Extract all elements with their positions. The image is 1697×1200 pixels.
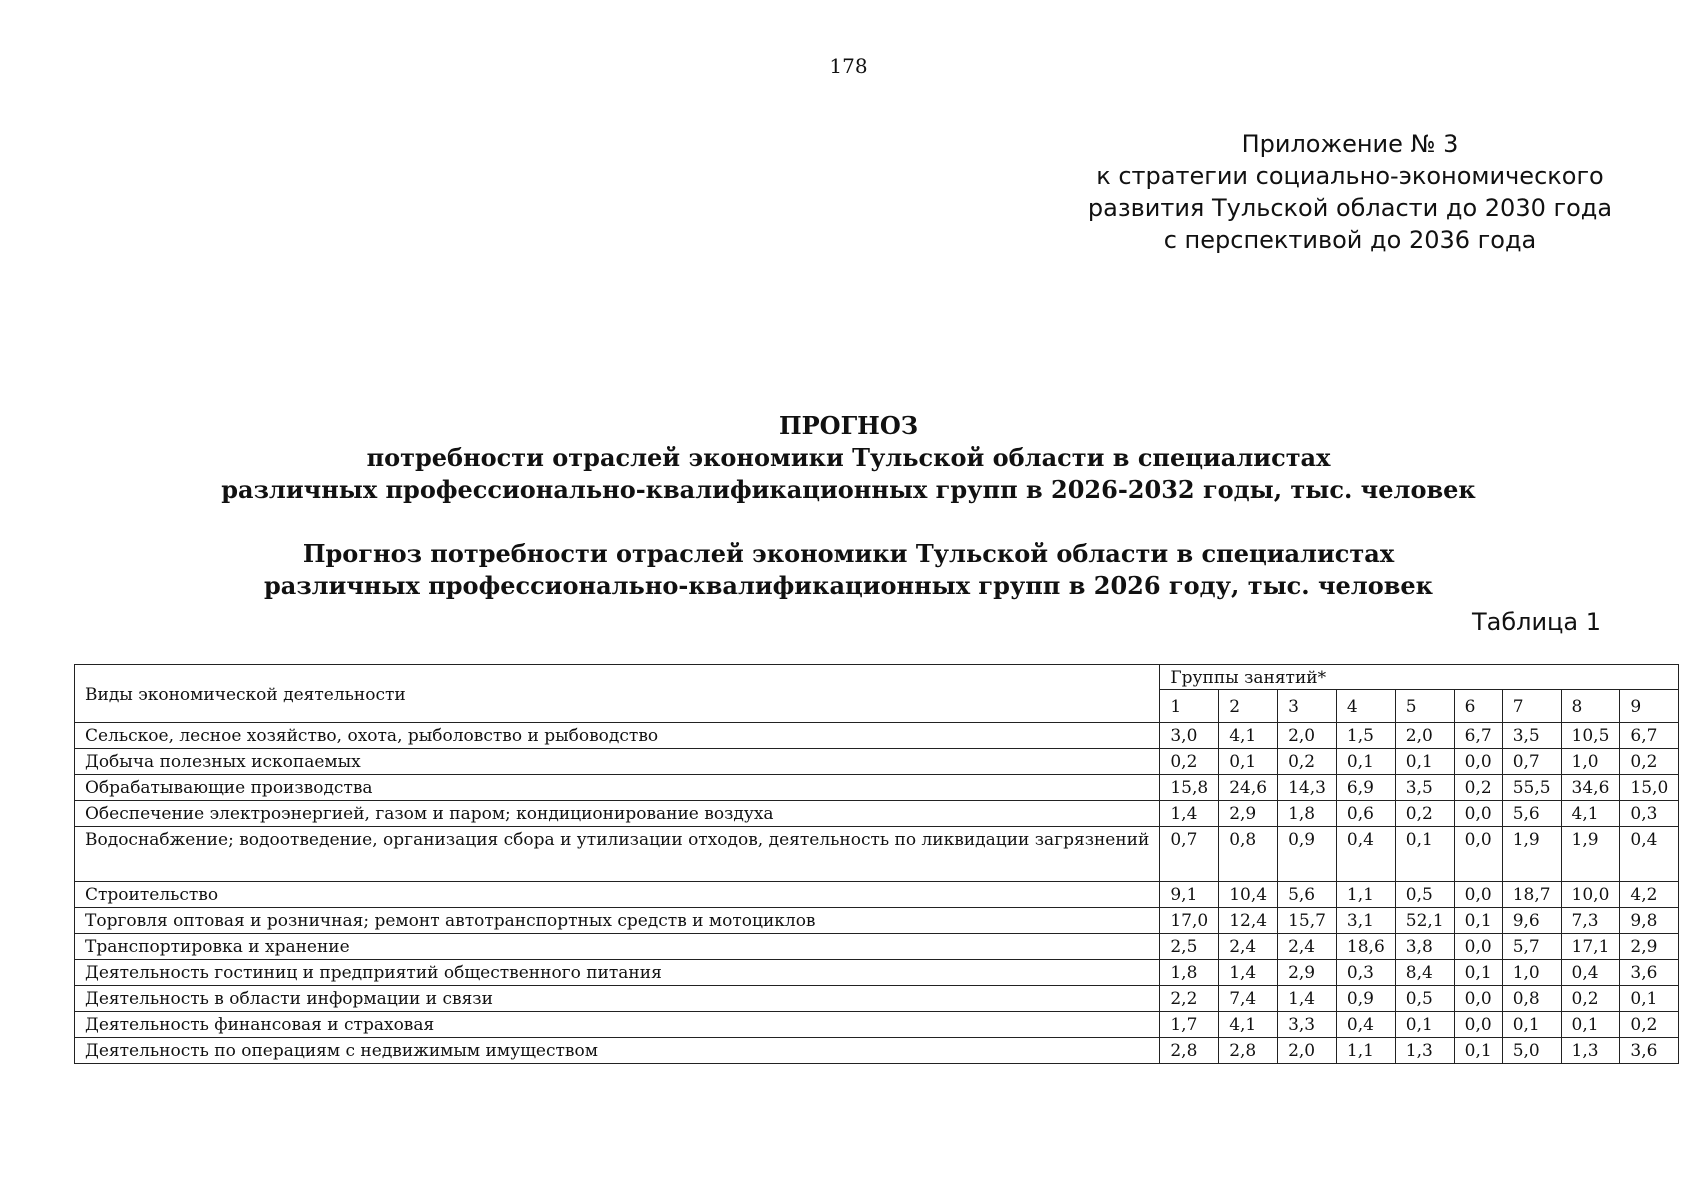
value-cell: 0,1 xyxy=(1454,908,1502,934)
value-cell: 52,1 xyxy=(1395,908,1454,934)
table-row xyxy=(75,723,1679,749)
value-cell: 1,4 xyxy=(1160,801,1219,827)
group-number-header: 3 xyxy=(1278,690,1337,723)
value-cell: 0,2 xyxy=(1620,749,1679,775)
appendix-line: развития Тульской области до 2030 года xyxy=(1087,194,1613,222)
value-cell: 2,2 xyxy=(1160,986,1219,1012)
appendix-note xyxy=(1040,128,1660,256)
value-cell: 0,0 xyxy=(1454,827,1502,882)
table-row xyxy=(75,1012,1679,1038)
value-cell: 0,3 xyxy=(1620,801,1679,827)
value-cell: 0,1 xyxy=(1395,749,1454,775)
table-row xyxy=(75,960,1679,986)
activity-cell: Обеспечение электроэнергией, газом и паром; кондиционирование воздуха xyxy=(75,801,1160,827)
value-cell: 2,0 xyxy=(1395,723,1454,749)
group-number-header: 7 xyxy=(1502,690,1561,723)
value-cell: 3,0 xyxy=(1160,723,1219,749)
value-cell: 0,4 xyxy=(1336,1012,1395,1038)
value-cell: 0,9 xyxy=(1278,827,1337,882)
value-cell: 8,4 xyxy=(1395,960,1454,986)
value-cell: 3,1 xyxy=(1336,908,1395,934)
activity-cell: Торговля оптовая и розничная; ремонт автотранспортных средств и мотоциклов xyxy=(75,908,1160,934)
heading-line: различных профессионально-квалификационных групп в 2026-2032 годы, тыс. человек xyxy=(221,475,1476,504)
value-cell: 0,1 xyxy=(1454,1038,1502,1064)
value-cell: 0,1 xyxy=(1454,960,1502,986)
forecast-table xyxy=(74,664,1679,1064)
table-heading xyxy=(0,538,1697,602)
value-cell: 10,5 xyxy=(1561,723,1620,749)
document-heading xyxy=(0,410,1697,506)
value-cell: 0,1 xyxy=(1395,827,1454,882)
value-cell: 0,2 xyxy=(1160,749,1219,775)
value-cell: 1,8 xyxy=(1160,960,1219,986)
group-number-header: 6 xyxy=(1454,690,1502,723)
value-cell: 5,6 xyxy=(1278,882,1337,908)
value-cell: 4,2 xyxy=(1620,882,1679,908)
activity-cell: Деятельность по операциям с недвижимым имуществом xyxy=(75,1038,1160,1064)
value-cell: 5,6 xyxy=(1502,801,1561,827)
value-cell: 1,9 xyxy=(1561,827,1620,882)
value-cell: 0,6 xyxy=(1336,801,1395,827)
value-cell: 7,4 xyxy=(1219,986,1278,1012)
value-cell: 6,9 xyxy=(1336,775,1395,801)
value-cell: 5,7 xyxy=(1502,934,1561,960)
activity-cell: Деятельность гостиниц и предприятий общественного питания xyxy=(75,960,1160,986)
value-cell: 18,6 xyxy=(1336,934,1395,960)
value-cell: 0,8 xyxy=(1502,986,1561,1012)
value-cell: 0,0 xyxy=(1454,1012,1502,1038)
value-cell: 2,4 xyxy=(1278,934,1337,960)
groups-column-header: Группы занятий* xyxy=(1160,665,1679,690)
activity-cell: Транспортировка и хранение xyxy=(75,934,1160,960)
value-cell: 0,0 xyxy=(1454,749,1502,775)
value-cell: 9,1 xyxy=(1160,882,1219,908)
page-number: 178 xyxy=(829,54,868,78)
value-cell: 0,7 xyxy=(1160,827,1219,882)
activity-cell: Водоснабжение; водоотведение, организация сбора и утилизации отходов, деятельность по ликвидации загрязнений xyxy=(75,827,1160,882)
value-cell: 1,5 xyxy=(1336,723,1395,749)
value-cell: 15,7 xyxy=(1278,908,1337,934)
group-number-header: 1 xyxy=(1160,690,1219,723)
activity-cell: Деятельность в области информации и связи xyxy=(75,986,1160,1012)
value-cell: 4,1 xyxy=(1219,1012,1278,1038)
value-cell: 0,1 xyxy=(1336,749,1395,775)
value-cell: 2,9 xyxy=(1278,960,1337,986)
value-cell: 0,2 xyxy=(1278,749,1337,775)
value-cell: 3,6 xyxy=(1620,1038,1679,1064)
activity-cell: Деятельность финансовая и страховая xyxy=(75,1012,1160,1038)
value-cell: 0,0 xyxy=(1454,882,1502,908)
table-row xyxy=(75,908,1679,934)
value-cell: 0,1 xyxy=(1561,1012,1620,1038)
value-cell: 2,8 xyxy=(1160,1038,1219,1064)
value-cell: 0,4 xyxy=(1336,827,1395,882)
table-row xyxy=(75,801,1679,827)
value-cell: 2,9 xyxy=(1620,934,1679,960)
value-cell: 0,0 xyxy=(1454,986,1502,1012)
value-cell: 0,3 xyxy=(1336,960,1395,986)
table-row xyxy=(75,749,1679,775)
value-cell: 0,7 xyxy=(1502,749,1561,775)
value-cell: 0,9 xyxy=(1336,986,1395,1012)
value-cell: 10,4 xyxy=(1219,882,1278,908)
value-cell: 0,5 xyxy=(1395,882,1454,908)
value-cell: 0,2 xyxy=(1561,986,1620,1012)
value-cell: 17,1 xyxy=(1561,934,1620,960)
value-cell: 14,3 xyxy=(1278,775,1337,801)
table-heading-line: Прогноз потребности отраслей экономики Тульской области в специалистах xyxy=(302,539,1395,568)
value-cell: 1,4 xyxy=(1219,960,1278,986)
value-cell: 15,8 xyxy=(1160,775,1219,801)
value-cell: 0,4 xyxy=(1561,960,1620,986)
value-cell: 0,1 xyxy=(1395,1012,1454,1038)
value-cell: 18,7 xyxy=(1502,882,1561,908)
value-cell: 9,8 xyxy=(1620,908,1679,934)
activity-cell: Добыча полезных ископаемых xyxy=(75,749,1160,775)
value-cell: 7,3 xyxy=(1561,908,1620,934)
value-cell: 6,7 xyxy=(1454,723,1502,749)
value-cell: 12,4 xyxy=(1219,908,1278,934)
table-row xyxy=(75,934,1679,960)
value-cell: 1,1 xyxy=(1336,1038,1395,1064)
value-cell: 1,3 xyxy=(1561,1038,1620,1064)
value-cell: 3,5 xyxy=(1395,775,1454,801)
table-row xyxy=(75,986,1679,1012)
value-cell: 2,9 xyxy=(1219,801,1278,827)
value-cell: 55,5 xyxy=(1502,775,1561,801)
value-cell: 3,8 xyxy=(1395,934,1454,960)
activity-cell: Сельское, лесное хозяйство, охота, рыболовство и рыбоводство xyxy=(75,723,1160,749)
value-cell: 5,0 xyxy=(1502,1038,1561,1064)
table-body xyxy=(75,723,1679,1064)
value-cell: 1,1 xyxy=(1336,882,1395,908)
value-cell: 1,7 xyxy=(1160,1012,1219,1038)
value-cell: 1,0 xyxy=(1561,749,1620,775)
appendix-line: Приложение № 3 xyxy=(1241,130,1459,158)
value-cell: 10,0 xyxy=(1561,882,1620,908)
value-cell: 1,0 xyxy=(1502,960,1561,986)
value-cell: 0,2 xyxy=(1395,801,1454,827)
table-row xyxy=(75,827,1679,882)
group-number-header: 4 xyxy=(1336,690,1395,723)
group-number-header: 2 xyxy=(1219,690,1278,723)
value-cell: 0,4 xyxy=(1620,827,1679,882)
value-cell: 2,0 xyxy=(1278,1038,1337,1064)
table-row xyxy=(75,775,1679,801)
value-cell: 34,6 xyxy=(1561,775,1620,801)
value-cell: 0,8 xyxy=(1219,827,1278,882)
value-cell: 9,6 xyxy=(1502,908,1561,934)
value-cell: 0,0 xyxy=(1454,801,1502,827)
value-cell: 1,3 xyxy=(1395,1038,1454,1064)
value-cell: 0,5 xyxy=(1395,986,1454,1012)
value-cell: 17,0 xyxy=(1160,908,1219,934)
value-cell: 1,8 xyxy=(1278,801,1337,827)
group-number-header: 8 xyxy=(1561,690,1620,723)
appendix-line: с перспективой до 2036 года xyxy=(1163,226,1537,254)
activity-cell: Обрабатывающие производства xyxy=(75,775,1160,801)
table-heading-line: различных профессионально-квалификационных групп в 2026 году, тыс. человек xyxy=(263,571,1433,600)
activity-cell: Строительство xyxy=(75,882,1160,908)
value-cell: 6,7 xyxy=(1620,723,1679,749)
value-cell: 2,0 xyxy=(1278,723,1337,749)
value-cell: 0,1 xyxy=(1620,986,1679,1012)
table-row xyxy=(75,1038,1679,1064)
table-row xyxy=(75,882,1679,908)
table-number-label: Таблица 1 xyxy=(1471,608,1601,636)
value-cell: 1,4 xyxy=(1278,986,1337,1012)
table-header-row xyxy=(75,665,1679,690)
appendix-line: к стратегии социально-экономического xyxy=(1096,162,1604,190)
group-number-header: 5 xyxy=(1395,690,1454,723)
value-cell: 4,1 xyxy=(1219,723,1278,749)
value-cell: 1,9 xyxy=(1502,827,1561,882)
group-number-header: 9 xyxy=(1620,690,1679,723)
value-cell: 0,0 xyxy=(1454,934,1502,960)
heading-line: потребности отраслей экономики Тульской области в специалистах xyxy=(366,443,1331,472)
value-cell: 0,1 xyxy=(1219,749,1278,775)
value-cell: 3,6 xyxy=(1620,960,1679,986)
value-cell: 2,5 xyxy=(1160,934,1219,960)
activity-column-header: Виды экономической деятельности xyxy=(75,665,1160,723)
value-cell: 0,2 xyxy=(1454,775,1502,801)
value-cell: 0,2 xyxy=(1620,1012,1679,1038)
value-cell: 4,1 xyxy=(1561,801,1620,827)
value-cell: 3,3 xyxy=(1278,1012,1337,1038)
value-cell: 2,8 xyxy=(1219,1038,1278,1064)
heading-title: ПРОГНОЗ xyxy=(778,411,919,440)
value-cell: 0,1 xyxy=(1502,1012,1561,1038)
value-cell: 15,0 xyxy=(1620,775,1679,801)
value-cell: 2,4 xyxy=(1219,934,1278,960)
value-cell: 3,5 xyxy=(1502,723,1561,749)
value-cell: 24,6 xyxy=(1219,775,1278,801)
